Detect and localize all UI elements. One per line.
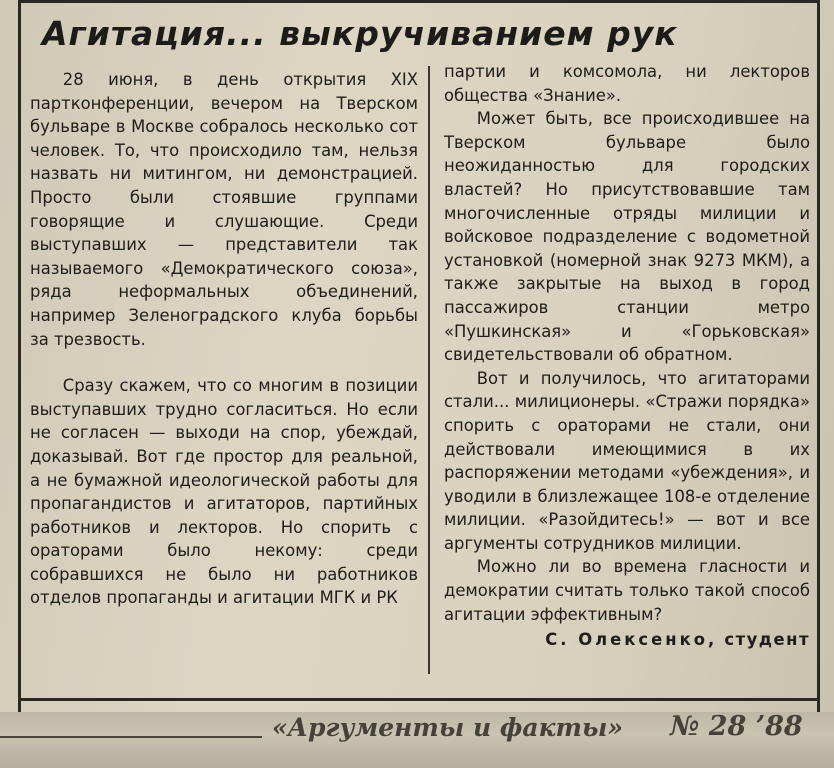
signature-author: С. Олексенко,: [545, 630, 718, 650]
bottom-rule: [18, 698, 820, 701]
footer-rule: [0, 736, 262, 738]
paragraph: Вот и получилось, что агитаторами стали... милиционеры. «Стражи порядка» спорить с ораторами не стали, они действовали имеющимися в их распоряжении методами «убеждения», и уводили в близлежащее 108-е отделение милиции. «Разойдитесь!» — вот и все аргументы сотрудников милиции.: [444, 368, 810, 553]
article-headline: Агитация... выкручиванием рук: [42, 14, 678, 53]
frame-right-border: [817, 0, 820, 716]
paragraph: Сразу скажем, что со многим в позиции выступавших трудно согласиться. Но если не согласен — выходи на спор, убеждай, доказывай. Вот где простор для реальной, а не бумажной идеологической работы для пропагандистов и агитаторов, партийных работников и лекторов. Но спорить с ораторами было некому: среди собравшихся не было ни работников отделов пропаганды и агитации МГК и РК: [30, 376, 418, 608]
frame-top-border: [18, 0, 820, 3]
article-left-column: [30, 68, 418, 610]
publication-name: «Аргументы и факты»: [272, 713, 624, 742]
frame-left-border: [18, 0, 21, 716]
paragraph: Можно ли во времена гласности и демократии считать только такой способ агитации эффективным?: [444, 557, 810, 624]
paragraph: Может быть, все происходившее на Тверском бульваре было неожиданностью для городских властей? Но присутствовавшие там многочисленные отряды милиции и войсковое подразделение с водометной установкой (номерной знак 9273 МКМ), а также закрытые на выход в город пассажиров станции метро «Пушкинская» и «Горьковская» свидетельствовали об обратном.: [444, 109, 810, 365]
issue-number: № 28 ’88: [670, 711, 803, 742]
article-signature: [444, 628, 810, 652]
paragraph: партии и комсомола, ни лекторов общества «Знание».: [444, 62, 810, 105]
article-right-column: [444, 60, 810, 652]
signature-role: студент: [724, 630, 810, 650]
paragraph: 28 июня, в день открытия XIX партконференции, вечером на Тверском бульваре в Москве собралось несколько сот человек. То, что происходило там, нельзя назвать ни митингом, ни демонстрацией. Просто были стоявшие группами говорящие и слушающие. Среди выступавших — представители так называемого «Демократического союза», ряда неформальных объединений, например Зеленоградского клуба борьбы за трезвость.: [30, 70, 418, 349]
column-divider: [428, 66, 430, 674]
